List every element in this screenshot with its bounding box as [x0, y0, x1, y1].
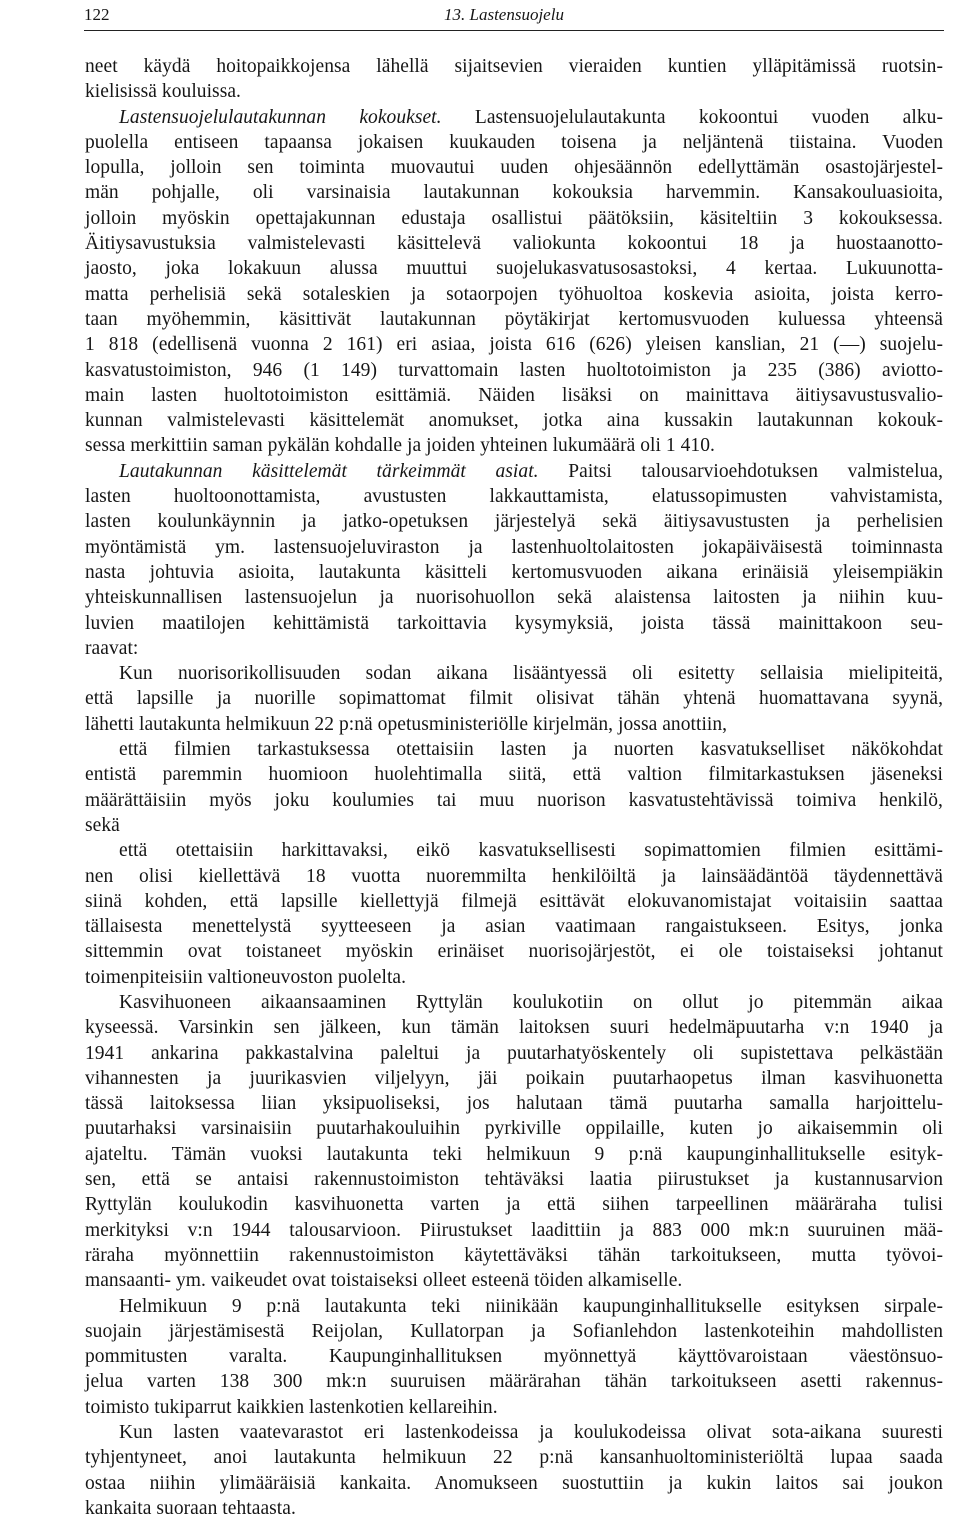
text-line	[85, 560, 943, 585]
line-text: Kasvihuoneen aikaansaaminen Ryttylän koulukotiin on ollut jo pitemmän aikaa	[119, 991, 943, 1013]
text-line	[85, 130, 943, 155]
line-text: nen olisi kiellettävä 18 vuotta nuoremmilta henkilöiltä ja lainsäädäntöä täydennettävä	[85, 865, 943, 887]
line-text: Äitiysavustuksia valmistelevasti käsittelevä valiokunta kokoontui 18 ja huostaanotto-	[85, 233, 943, 255]
text-line	[85, 79, 943, 104]
text-line	[85, 1319, 943, 1344]
page-number: 122	[84, 5, 110, 24]
line-text: entistä paremmin huomioon huolehtimalla siitä, että valtion filmitarkastuksen jäseneksi	[85, 764, 943, 786]
line-text: kielisissä kouluissa.	[85, 81, 241, 103]
text-line	[85, 737, 943, 762]
text-line	[85, 1243, 943, 1268]
text-line	[85, 206, 943, 231]
line-text: toimenpiteisiin valtioneuvoston puolelta.	[85, 966, 407, 988]
text-line	[85, 1344, 943, 1369]
line-text: sekä	[85, 814, 120, 836]
text-line	[85, 1142, 943, 1167]
text-line	[85, 939, 943, 964]
line-text: tässä laitoksessa liian yksipuoliseksi, jos halutaan tämä puutarha samalla harjoittelu-	[85, 1093, 943, 1115]
text-line	[85, 1167, 943, 1192]
text-line	[85, 484, 943, 509]
line-text: kankaita suoraan tehtaasta.	[85, 1497, 296, 1519]
line-text: lasten koulunkäynnin ja jatko-opetuksen järjestelyä sekä äitiysavustusten ja perhelisien	[85, 511, 943, 533]
text-line	[85, 433, 943, 458]
text-line	[85, 1369, 943, 1394]
line-text: taan myöhemmin, käsittivät lautakunnan pöytäkirjat kertomusvuoden kuluessa yhteensä	[85, 308, 943, 330]
line-text: raavat:	[85, 637, 139, 659]
line-text: Helmikuun 9 p:nä lautakunta teki niinikään kaupunginhallitukselle esityksen sirpale-	[119, 1295, 943, 1317]
line-text: että filmien tarkastuksessa otettaisiin lasten ja nuorten kasvatukselliset näkökohdat	[119, 739, 943, 761]
line-text: Kun lasten vaatevarastot eri lastenkodeissa ja koulukodeissa olivat sota-aikana suuresti	[119, 1422, 943, 1444]
text-line	[85, 1116, 943, 1141]
text-line	[85, 1218, 943, 1243]
line-text: neet käydä hoitopaikkojensa lähellä sijaitsevien vieraiden kuntien ylläpitämissä ruotsin-	[85, 56, 943, 77]
line-text: lopulla, jolloin sen toiminta muovautui uuden ohjesäännön edellyttämän osastojärjestel-	[85, 157, 943, 179]
line-text: toimisto tukiparrut kaikkien lastenkotien kellareihin.	[85, 1396, 498, 1418]
line-text: 1 818 (edellisenä vuonna 2 161) eri asiaa, joista 616 (626) yleisen kanslian, 21 (—) suojelu-	[85, 334, 943, 356]
line-text: nasta johtuvia asioita, lautakunta käsitteli kertomusvuoden aikana erinäisiä yleisempiäkin	[85, 561, 943, 583]
line-text: mansaanti- ym. vaikeudet ovat toistaiseksi olleet esteenä töiden alkamiselle.	[85, 1270, 683, 1292]
line-text: Paitsi talousarvioehdotuksen valmistelua,	[538, 460, 943, 482]
text-line	[85, 155, 943, 180]
line-text: luvien maatilojen kehittämistä tarkoittavia kysymyksiä, joista tässä mainittakoon seu-	[85, 612, 943, 634]
text-line	[85, 332, 943, 357]
text-line	[85, 1066, 943, 1091]
line-text: myöntämistä ym. lastensuojeluviraston ja lastenhuoltolaitosten jokapäiväisestä toiminnasta	[85, 536, 943, 558]
text-line	[85, 813, 943, 838]
text-line	[85, 509, 943, 534]
text-line	[85, 231, 943, 256]
line-text: siinä kohden, että lapsille kiellettyjä filmejä esittävät elokuvanomistajat voitaisiin saattaa	[85, 890, 943, 912]
line-text: että otettaisiin harkittavaksi, eikö kasvatuksellisesti sopimattomien filmien esittämi-	[119, 840, 943, 862]
line-text: jolloin myöskin opettajakunnan edustaja osallistui päätöksiin, käsiteltiin 3 kokouksessa.	[85, 207, 943, 229]
text-line	[85, 54, 943, 79]
text-line	[85, 788, 943, 813]
line-text: puutarhaksi varsinaisiin puutarhakouluihin pyrkiville oppilaille, kuten jo aikaisemmin oli	[85, 1118, 943, 1140]
text-line	[85, 585, 943, 610]
line-text: tällaisesta menettelystä syytteeseen ja asian vaatimaan rangaistukseen. Esitys, jonka	[85, 916, 943, 938]
line-text: yhteiskunnallisen lastensuojelun ja nuorisohuollon sekä alaistensa laitosten ja niihin kuu-	[85, 587, 943, 609]
line-text: sessa merkittiin saman pykälän kohdalle ja joiden yhteinen lukumäärä oli 1 410.	[85, 435, 715, 457]
text-line	[85, 408, 943, 433]
text-line	[85, 965, 943, 990]
line-text: kyseessä. Varsinkin sen jälkeen, kun tämän laitoksen suuri hedelmäpuutarha v:n 1940 ja	[85, 1017, 943, 1039]
text-line	[85, 358, 943, 383]
line-text: 1941 ankarina pakkastalvina paleltui ja puutarhatyöskentely oli supistettava pelkästään	[85, 1042, 943, 1064]
text-line	[85, 1294, 943, 1319]
line-text: sittemmin ovat toistaneet myöskin erinäiset nuorisojärjestöt, ei ole toistaiseksi johtanut	[85, 941, 943, 963]
text-line	[85, 1395, 943, 1420]
line-text: kasvatustoimiston, 946 (1 149) turvattomain lasten huoltotoimiston ja 235 (386) aviotto-	[85, 359, 943, 381]
text-line	[85, 307, 943, 332]
text-line	[85, 1192, 943, 1217]
line-text: räraha myönnettiin rakennustoimiston käytettäväksi tähän tarkoitukseen, mutta työvoi-	[85, 1244, 943, 1266]
text-line	[85, 1420, 943, 1445]
line-text: sen, että se antaisi rakennustoimiston tehtäväksi laatia piirustukset ja kustannusarvion	[85, 1169, 943, 1191]
line-text: Ryttylän koulukodin kasvihuonetta varten ja että siihen tarpeellinen määräraha tulisi	[85, 1194, 943, 1216]
text-line	[85, 661, 943, 686]
text-line	[85, 914, 943, 939]
text-line	[85, 1041, 943, 1066]
line-text: että lapsille ja nuorille sopimattomat filmit olisivat tähän yhtenä huomattavana syynä,	[85, 688, 943, 710]
text-line	[85, 864, 943, 889]
line-text: matta perhelisiä sekä sotaleskien ja sotaorpojen työhuoltoa koskevia asioita, joista kerro-	[85, 283, 943, 305]
line-text: määrättäisiin myös joku koulumies tai muu nuorison kasvatustehtävissä toimiva henkilö,	[85, 789, 943, 811]
line-text: Lastensuojelulautakunta kokoontui vuoden alku-	[441, 106, 943, 128]
line-text: suojain järjestämisestä Reijolan, Kullatorpan ja Sofianlehdon lastenkoteihin mahdollisten	[85, 1320, 943, 1342]
text-line	[85, 105, 943, 130]
line-text: vihannesten ja juurikasvien viljelyyn, jäi poikain puutarhaopetus ilman kasvihuonetta	[85, 1067, 943, 1089]
text-line	[85, 611, 943, 636]
text-line	[85, 535, 943, 560]
text-line	[85, 838, 943, 863]
line-text: jaosto, joka lokakuun alussa muuttui suojelukasvatusosastoksi, 4 kertaa. Lukuunotta-	[85, 258, 943, 280]
line-text: pommitusten varalta. Kaupunginhallituksen myönnettyä käyttövaroistaan väestönsuo-	[85, 1346, 943, 1368]
text-line	[85, 383, 943, 408]
text-line	[85, 712, 943, 737]
text-line	[85, 636, 943, 661]
line-text: Kun nuorisorikollisuuden sodan aikana lisääntyessä oli esitetty sellaisia mielipiteitä,	[119, 663, 943, 685]
text-line	[85, 762, 943, 787]
line-text: puolella entiseen tapaansa jokaisen kuukauden toisena ja neljäntenä tiistaina. Vuoden	[85, 131, 943, 153]
line-text: ajateltu. Tämän vuoksi lautakunta teki helmikuun 9 p:nä kaupunginhallitukselle esityk-	[85, 1143, 943, 1165]
text-line	[85, 1445, 943, 1470]
text-line	[85, 459, 943, 484]
text-line	[85, 1268, 943, 1293]
text-line	[85, 256, 943, 281]
line-text: main lasten huoltotoimiston esittämiä. Näiden lisäksi on mainittava äitiysavustusvalio-	[85, 384, 943, 406]
line-text: jelua varten 138 300 mk:n suuruisen määrärahan tähän tarkoitukseen asetti rakennus-	[85, 1371, 943, 1393]
line-text: lähetti lautakunta helmikuun 22 p:nä opetusministeriölle kirjelmän, jossa anottiin,	[85, 713, 728, 735]
line-text: ostaa niihin ylimääräisiä kankaita. Anomukseen suostuttiin ja kukin laitos sai joukon	[85, 1472, 943, 1494]
line-text: merkityksi v:n 1944 talousarvioon. Piirustukset laadittiin ja 883 000 mk:n suuruinen mää-	[85, 1219, 943, 1241]
text-line	[85, 180, 943, 205]
page-header	[84, 4, 944, 31]
line-text: lasten huoltoonottamista, avustusten lakkauttamista, elatussopimusten vahvistamista,	[85, 486, 943, 508]
line-text: kunnan valmistelevasti käsittelemät anomukset, jotka aina kussakin lautakunnan kokouk-	[85, 410, 943, 432]
text-line	[85, 1015, 943, 1040]
text-line	[85, 1091, 943, 1116]
text-line	[85, 1471, 943, 1496]
text-line	[85, 1496, 943, 1521]
body-text	[85, 54, 943, 1521]
text-line	[85, 889, 943, 914]
line-text: tyhjentyneet, anoi lautakunta helmikuun 22 p:nä kansanhuoltoministeriöltä lupaa saada	[85, 1447, 943, 1469]
running-head: 13. Lastensuojelu	[444, 5, 564, 24]
text-line	[85, 686, 943, 711]
text-line	[85, 990, 943, 1015]
section-heading: Lastensuojelulautakunnan kokoukset.	[119, 106, 442, 128]
section-heading: Lautakunnan käsittelemät tärkeimmät asiat.	[119, 460, 539, 482]
line-text: män pohjalle, oli varsinaisia lautakunnan kokouksia harvemmin. Kansakouluasioita,	[85, 182, 943, 204]
text-line	[85, 282, 943, 307]
